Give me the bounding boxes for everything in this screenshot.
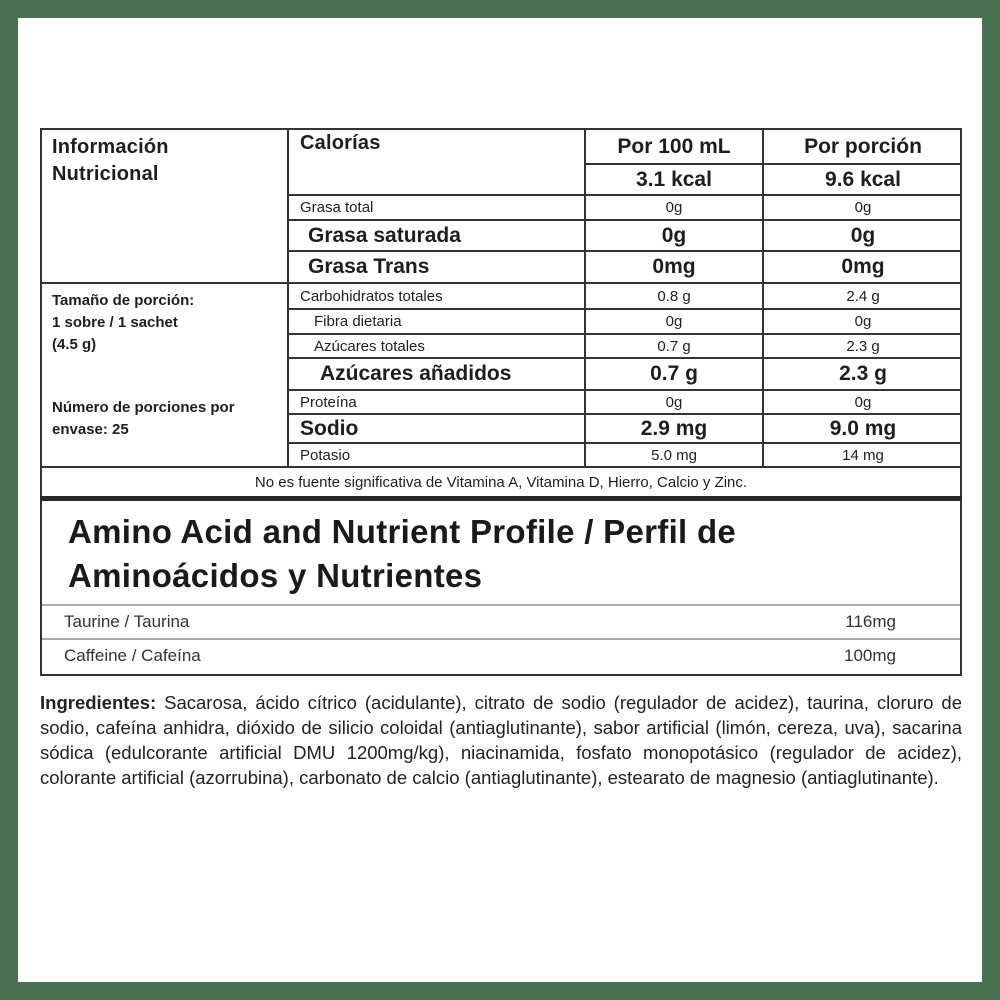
row-label: Proteína xyxy=(300,393,357,411)
servings-value: envase: 25 xyxy=(52,421,129,438)
amino-value: 116mg xyxy=(845,612,896,631)
row-label: Fibra dietaria xyxy=(314,313,402,330)
footnote: No es fuente significativa de Vitamina A, Vitamina D, Hierro, Calcio y Zinc. xyxy=(254,473,748,491)
amino-profile-title xyxy=(68,510,736,598)
col-header-per100 xyxy=(586,130,762,164)
value xyxy=(764,310,962,333)
value-text: 0.8 g xyxy=(657,287,691,305)
amino-value: 100mg xyxy=(844,646,896,665)
amino-name: Taurine / Taurina xyxy=(64,612,190,631)
value-text: 0g xyxy=(665,199,683,216)
value-text: 0.7 g xyxy=(657,337,691,355)
value-text: 2.3 g xyxy=(846,337,880,355)
amino-row xyxy=(42,604,960,638)
serving-size-weight: (4.5 g) xyxy=(52,336,97,353)
title-line: Aminoácidos y Nutrientes xyxy=(68,557,483,594)
value xyxy=(586,310,762,333)
value-text: 0g xyxy=(854,313,872,330)
amino-profile-panel xyxy=(40,500,962,676)
row-label: Azúcares totales xyxy=(314,337,425,355)
value xyxy=(764,359,962,389)
value: 3.1 kcal xyxy=(636,167,712,191)
kcal-per100 xyxy=(586,165,762,194)
nutrition-title xyxy=(52,136,169,186)
value xyxy=(586,391,762,413)
serving-info xyxy=(52,290,194,356)
value xyxy=(764,444,962,466)
value-text: 0g xyxy=(665,393,683,411)
ingredients-label: Ingredientes: xyxy=(40,692,157,713)
serving-size-label: Tamaño de porción: xyxy=(52,292,195,309)
value xyxy=(586,335,762,357)
value-text: 0g xyxy=(854,393,872,411)
row-label: Grasa total xyxy=(300,199,374,216)
title-line: Nutricional xyxy=(52,163,159,185)
row-label: Potasio xyxy=(300,446,351,464)
value xyxy=(764,335,962,357)
amino-name: Caffeine / Cafeína xyxy=(64,646,201,665)
value-text: 0g xyxy=(665,313,683,330)
divider xyxy=(287,128,289,468)
col-header-label: Por 100 mL xyxy=(617,135,731,158)
ingredients xyxy=(40,690,962,790)
title-line: Información xyxy=(52,136,169,158)
title-line: Amino Acid and Nutrient Profile / Perfil de xyxy=(68,513,737,550)
value-text: 2.3 g xyxy=(839,362,887,385)
col-header-label: Por porción xyxy=(804,135,922,158)
value xyxy=(586,444,762,466)
row-label: Grasa Trans xyxy=(308,255,430,278)
kcal-perserving xyxy=(764,165,962,194)
amino-row xyxy=(42,638,960,674)
calories-label: Calorías xyxy=(300,132,381,154)
value xyxy=(586,415,762,442)
value-text: 14 mg xyxy=(842,446,884,464)
value xyxy=(586,221,762,250)
value-text: 0g xyxy=(850,223,876,247)
value xyxy=(764,415,962,442)
row-label: Sodio xyxy=(300,416,359,440)
value xyxy=(764,252,962,282)
value-text: 0g xyxy=(854,199,872,216)
serving-size-value: 1 sobre / 1 sachet xyxy=(52,314,178,331)
value: 9.6 kcal xyxy=(825,167,901,191)
value-text: 2.4 g xyxy=(846,287,880,305)
value-text: 5.0 mg xyxy=(651,446,697,464)
value xyxy=(764,284,962,308)
value-text: 0.7 g xyxy=(650,362,698,385)
value-text: 9.0 mg xyxy=(829,416,897,440)
row-label: Azúcares añadidos xyxy=(320,362,512,385)
value-text: 0g xyxy=(661,223,687,247)
value-text: 0mg xyxy=(841,255,885,278)
value xyxy=(764,391,962,413)
value xyxy=(764,221,962,250)
value-text: 0mg xyxy=(652,255,696,278)
servings-label: Número de porciones por xyxy=(52,399,235,416)
row-label: Carbohidratos totales xyxy=(300,287,443,305)
col-header-perserving xyxy=(764,130,962,164)
value xyxy=(764,196,962,219)
value xyxy=(586,252,762,282)
value xyxy=(586,196,762,219)
servings-info xyxy=(52,397,235,441)
row-label: Grasa saturada xyxy=(308,223,461,247)
value xyxy=(586,359,762,389)
value-text: 2.9 mg xyxy=(640,416,708,440)
ingredients-text: Sacarosa, ácido cítrico (acidulante), citrato de sodio (regulador de acidez), taurina, cloruro de sodio, cafeína anhidra, dióxido de silicio coloidal (antiaglutinante), sabor artificial (limón, cereza, uva), sacarina sódica (edulcorante artificial DMU 1200mg/kg), niacinamida, fosfato monopotásico (regulador de acidez), colorante artificial (azorrubina), carbonato de calcio (antiaglutinante), estearato de magnesio (antiaglutinante). xyxy=(40,692,962,788)
value xyxy=(586,284,762,308)
